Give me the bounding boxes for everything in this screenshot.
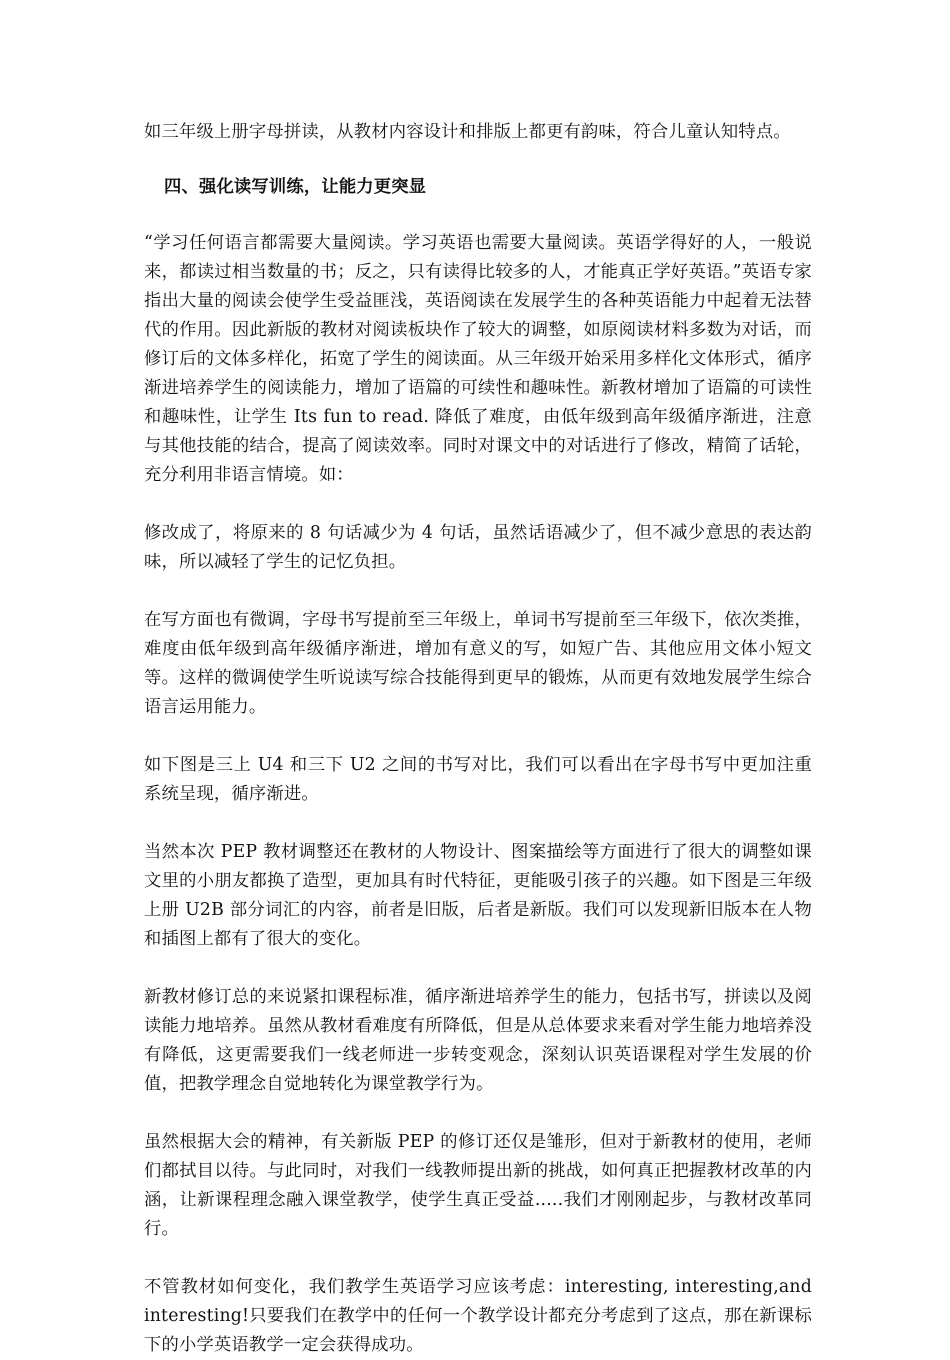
paragraph-conclusion: 不管教材如何变化，我们教学生英语学习应该考虑：interesting, interesting,and interesting!只要我们在教学中的任何一个教学设计都充分考虑到了这点，那在新课标下的小学英语教学一定会获得成功。 [144,1277,812,1355]
paragraph-dialogue-revision: 修改成了，将原来的 8 句话减少为 4 句话，虽然话语减少了，但不减少意思的表达韵味，所以减轻了学生的记忆负担。 [144,523,812,572]
document-page [144,118,812,1360]
section-heading-reading-writing: 四、强化读写训练，让能力更突显 [164,177,427,197]
paragraph-letter-phonics: 如三年级上册字母拼读，从教材内容设计和排版上都更有韵味，符合儿童认知特点。 [144,122,791,142]
paragraph-pep-revision: 虽然根据大会的精神，有关新版 PEP 的修订还仅是雏形，但对于新教材的使用，老师们都拭目以待。与此同时，对我们一线教师提出新的挑战，如何真正把握教材改革的内涵，让新课程理念融入课堂教学，使学生真正受益.....我们才刚刚起步，与教材改革同行。 [144,1132,812,1239]
paragraph-writing-comparison: 如下图是三上 U4 和三下 U2 之间的书写对比，我们可以看出在字母书写中更加注重系统呈现，循序渐进。 [144,755,812,804]
paragraph-reading: “学习任何语言都需要大量阅读。学习英语也需要大量阅读。英语学得好的人，一般说来，都读过相当数量的书；反之，只有读得比较多的人，才能真正学好英语。”英语专家指出大量的阅读会使学生受益匪浅，英语阅读在发展学生的各种英语能力中起着无法替代的作用。因此新版的教材对阅读板块作了较大的调整，如原阅读材料多数为对话，而修订后的文体多样化，拓宽了学生的阅读面。从三年级开始采用多样化文体形式，循序渐进培养学生的阅读能力，增加了语篇的可续性和趣味性。新教材增加了语篇的可读性和趣味性，让学生 Its fun to read. 降低了难度，由低年级到高年级循序渐进，注意与其他技能的结合，提高了阅读效率。同时对课文中的对话进行了修改，精简了话轮，充分利用非语言情境。如： [144,233,812,485]
paragraph-writing: 在写方面也有微调，字母书写提前至三年级上，单词书写提前至三年级下，依次类推，难度由低年级到高年级循序渐进，增加有意义的写，如短广告、其他应用文体小短文等。这样的微调使学生听说读写综合技能得到更早的锻炼，从而更有效地发展学生综合语言运用能力。 [144,610,812,717]
paragraph-curriculum-summary: 新教材修订总的来说紧扣课程标准，循序渐进培养学生的能力，包括书写，拼读以及阅读能力地培养。虽然从教材看难度有所降低，但是从总体要求来看对学生能力地培养没有降低，这更需要我们一线老师进一步转变观念，深刻认识英语课程对学生发展的价值，把教学理念自觉地转化为课堂教学行为。 [144,987,812,1094]
paragraph-character-design: 当然本次 PEP 教材调整还在教材的人物设计、图案描绘等方面进行了很大的调整如课文里的小朋友都换了造型，更加具有时代特征，更能吸引孩子的兴趣。如下图是三年级上册 U2B 部分词汇的内容，前者是旧版，后者是新版。我们可以发现新旧版本在人物和插图上都有了很大的变化。 [144,842,812,949]
